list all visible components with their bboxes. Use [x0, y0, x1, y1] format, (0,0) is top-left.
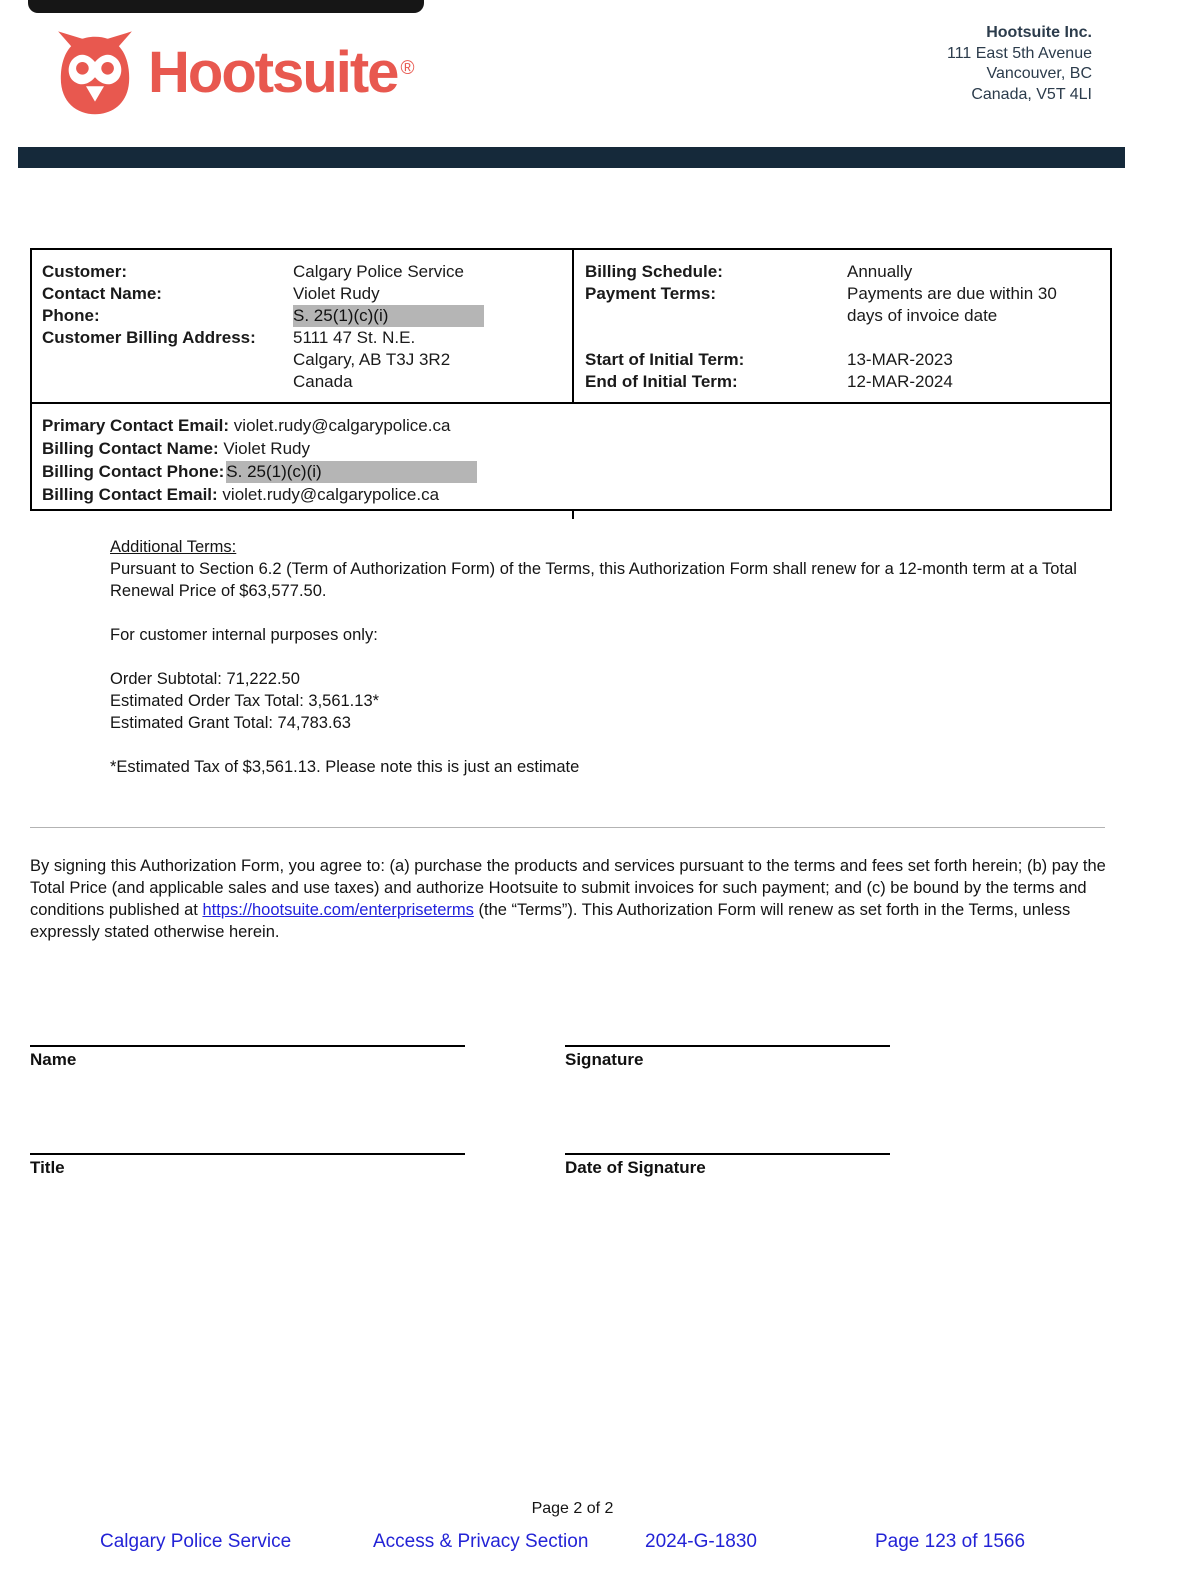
contact-emails-cell — [42, 414, 1102, 506]
primary-email-row — [42, 414, 1102, 437]
billing-contact-email-value: violet.rudy@calgarypolice.ca — [222, 485, 440, 504]
billing-address-line1: 5111 47 St. N.E. — [293, 328, 416, 347]
phone-label: Phone: — [42, 306, 100, 325]
billing-schedule-label: Billing Schedule: — [585, 262, 723, 281]
company-name: Hootsuite Inc. — [986, 24, 1092, 41]
name-signature-line — [30, 1045, 465, 1047]
internal-purposes-note: For customer internal purposes only: — [110, 626, 378, 644]
billing-address-line2: Calgary, AB T3J 3R2 — [293, 350, 451, 369]
signature-signature-line — [565, 1045, 890, 1047]
footer-organization: Calgary Police Service — [100, 1531, 292, 1552]
title-label: Title — [30, 1158, 65, 1177]
company-address-line: Canada, V5T 4LI — [971, 85, 1092, 103]
agreement-paragraph — [30, 855, 1112, 943]
billing-phone-redaction: S. 25(1)(c)(i) — [226, 461, 477, 483]
footer-request-number: 2024-G-1830 — [645, 1531, 757, 1552]
date-signature-line — [565, 1153, 890, 1155]
agreement-text-after-link: (the “Terms”). This Authorization Form will renew as set forth in the Terms, unless expressly stated otherwise herein. — [30, 901, 1071, 941]
billing-contact-email-label: Billing Contact Email: — [42, 485, 218, 504]
owl-icon — [50, 26, 140, 116]
estimated-order-tax-total: Estimated Order Tax Total: 3,561.13* — [110, 692, 380, 710]
billing-schedule-row — [585, 261, 1105, 283]
billing-contact-name-value: Violet Rudy — [223, 439, 310, 458]
contact-name-label: Contact Name: — [42, 284, 162, 303]
estimated-grant-total: Estimated Grant Total: 74,783.63 — [110, 714, 351, 732]
end-term-value: 12-MAR-2024 — [847, 372, 953, 391]
company-address-block — [947, 23, 1092, 105]
title-signature-line — [30, 1153, 465, 1155]
spacer — [42, 349, 293, 371]
agreement-text-before-link: By signing this Authorization Form, you agree to: (a) purchase the products and services pursuant to the terms and fees set forth herein; (b) pay the Total Price (and applicable sales and use taxes) and authorize Hootsuite to submit invoices for such payment; and (c) be bound by the terms and conditions published at — [30, 857, 1106, 919]
billing-schedule-value: Annually — [847, 262, 913, 281]
spacer — [585, 327, 1105, 349]
billing-contact-name-row — [42, 437, 1102, 460]
footer-section: Access & Privacy Section — [373, 1531, 589, 1552]
start-term-value: 13-MAR-2023 — [847, 350, 953, 369]
table-column-divider — [572, 250, 574, 402]
payment-terms-label: Payment Terms: — [585, 284, 717, 303]
order-info-table — [30, 248, 1112, 511]
section-divider-line — [30, 827, 1105, 828]
hootsuite-logo — [50, 24, 414, 118]
billing-info-cell — [585, 261, 1105, 393]
billing-address-label: Customer Billing Address: — [42, 328, 256, 347]
end-term-label: End of Initial Term: — [585, 372, 738, 391]
additional-terms-heading: Additional Terms: — [110, 538, 237, 556]
spacer — [42, 371, 293, 393]
registered-trademark: ® — [400, 58, 415, 79]
billing-contact-email-row — [42, 483, 1102, 506]
customer-label: Customer: — [42, 262, 128, 281]
logo-wordmark — [148, 24, 414, 118]
end-term-row — [585, 371, 1105, 393]
billing-address-row — [42, 327, 562, 349]
top-cropped-black-bar — [28, 0, 424, 13]
name-label: Name — [30, 1050, 77, 1069]
estimated-tax-note: *Estimated Tax of $3,561.13. Please note this is just an estimate — [110, 758, 580, 776]
phone-row — [42, 305, 562, 327]
billing-address-row — [42, 349, 562, 371]
footer-page-count: Page 123 of 1566 — [875, 1531, 1026, 1552]
phone-redaction: S. 25(1)(c)(i) — [293, 305, 484, 327]
primary-email-value: violet.rudy@calgarypolice.ca — [233, 416, 451, 435]
billing-address-row — [42, 371, 562, 393]
date-of-signature-label: Date of Signature — [565, 1158, 706, 1177]
navy-divider-bar — [18, 147, 1125, 168]
company-address-line: Vancouver, BC — [986, 65, 1092, 82]
order-subtotal: Order Subtotal: 71,222.50 — [110, 670, 300, 688]
additional-terms-section — [110, 536, 1115, 778]
billing-address-line3: Canada — [293, 372, 353, 391]
customer-row — [42, 261, 562, 283]
payment-terms-value: Payments are due within 30 days of invoice date — [847, 284, 1057, 325]
billing-contact-phone-row — [42, 460, 1102, 483]
customer-info-cell — [42, 261, 562, 393]
spacer — [110, 734, 1115, 756]
contact-name-row — [42, 283, 562, 305]
start-term-row — [585, 349, 1105, 371]
enterprise-terms-link[interactable]: https://hootsuite.com/enterpriseterms — [202, 901, 474, 919]
table-border-tick — [572, 511, 574, 519]
renewal-terms-text: Pursuant to Section 6.2 (Term of Authorization Form) of the Terms, this Authorization Form shall renew for a 12-month term at a Total Renewal Price of $63,577.50. — [110, 560, 1077, 600]
logo-text: Hootsuite — [148, 40, 398, 105]
billing-contact-name-label: Billing Contact Name: — [42, 439, 219, 458]
page-number: Page 2 of 2 — [531, 1500, 614, 1517]
primary-email-label: Primary Contact Email: — [42, 416, 230, 435]
start-term-label: Start of Initial Term: — [585, 350, 745, 369]
billing-contact-phone-label: Billing Contact Phone: — [42, 462, 225, 481]
payment-terms-row — [585, 283, 1105, 327]
spacer — [110, 602, 1115, 624]
customer-value: Calgary Police Service — [293, 262, 465, 281]
signature-label: Signature — [565, 1050, 644, 1069]
table-row-divider — [32, 402, 1110, 404]
spacer — [110, 646, 1115, 668]
company-address-line: 111 East 5th Avenue — [946, 44, 1092, 62]
contact-name-value: Violet Rudy — [293, 284, 380, 303]
